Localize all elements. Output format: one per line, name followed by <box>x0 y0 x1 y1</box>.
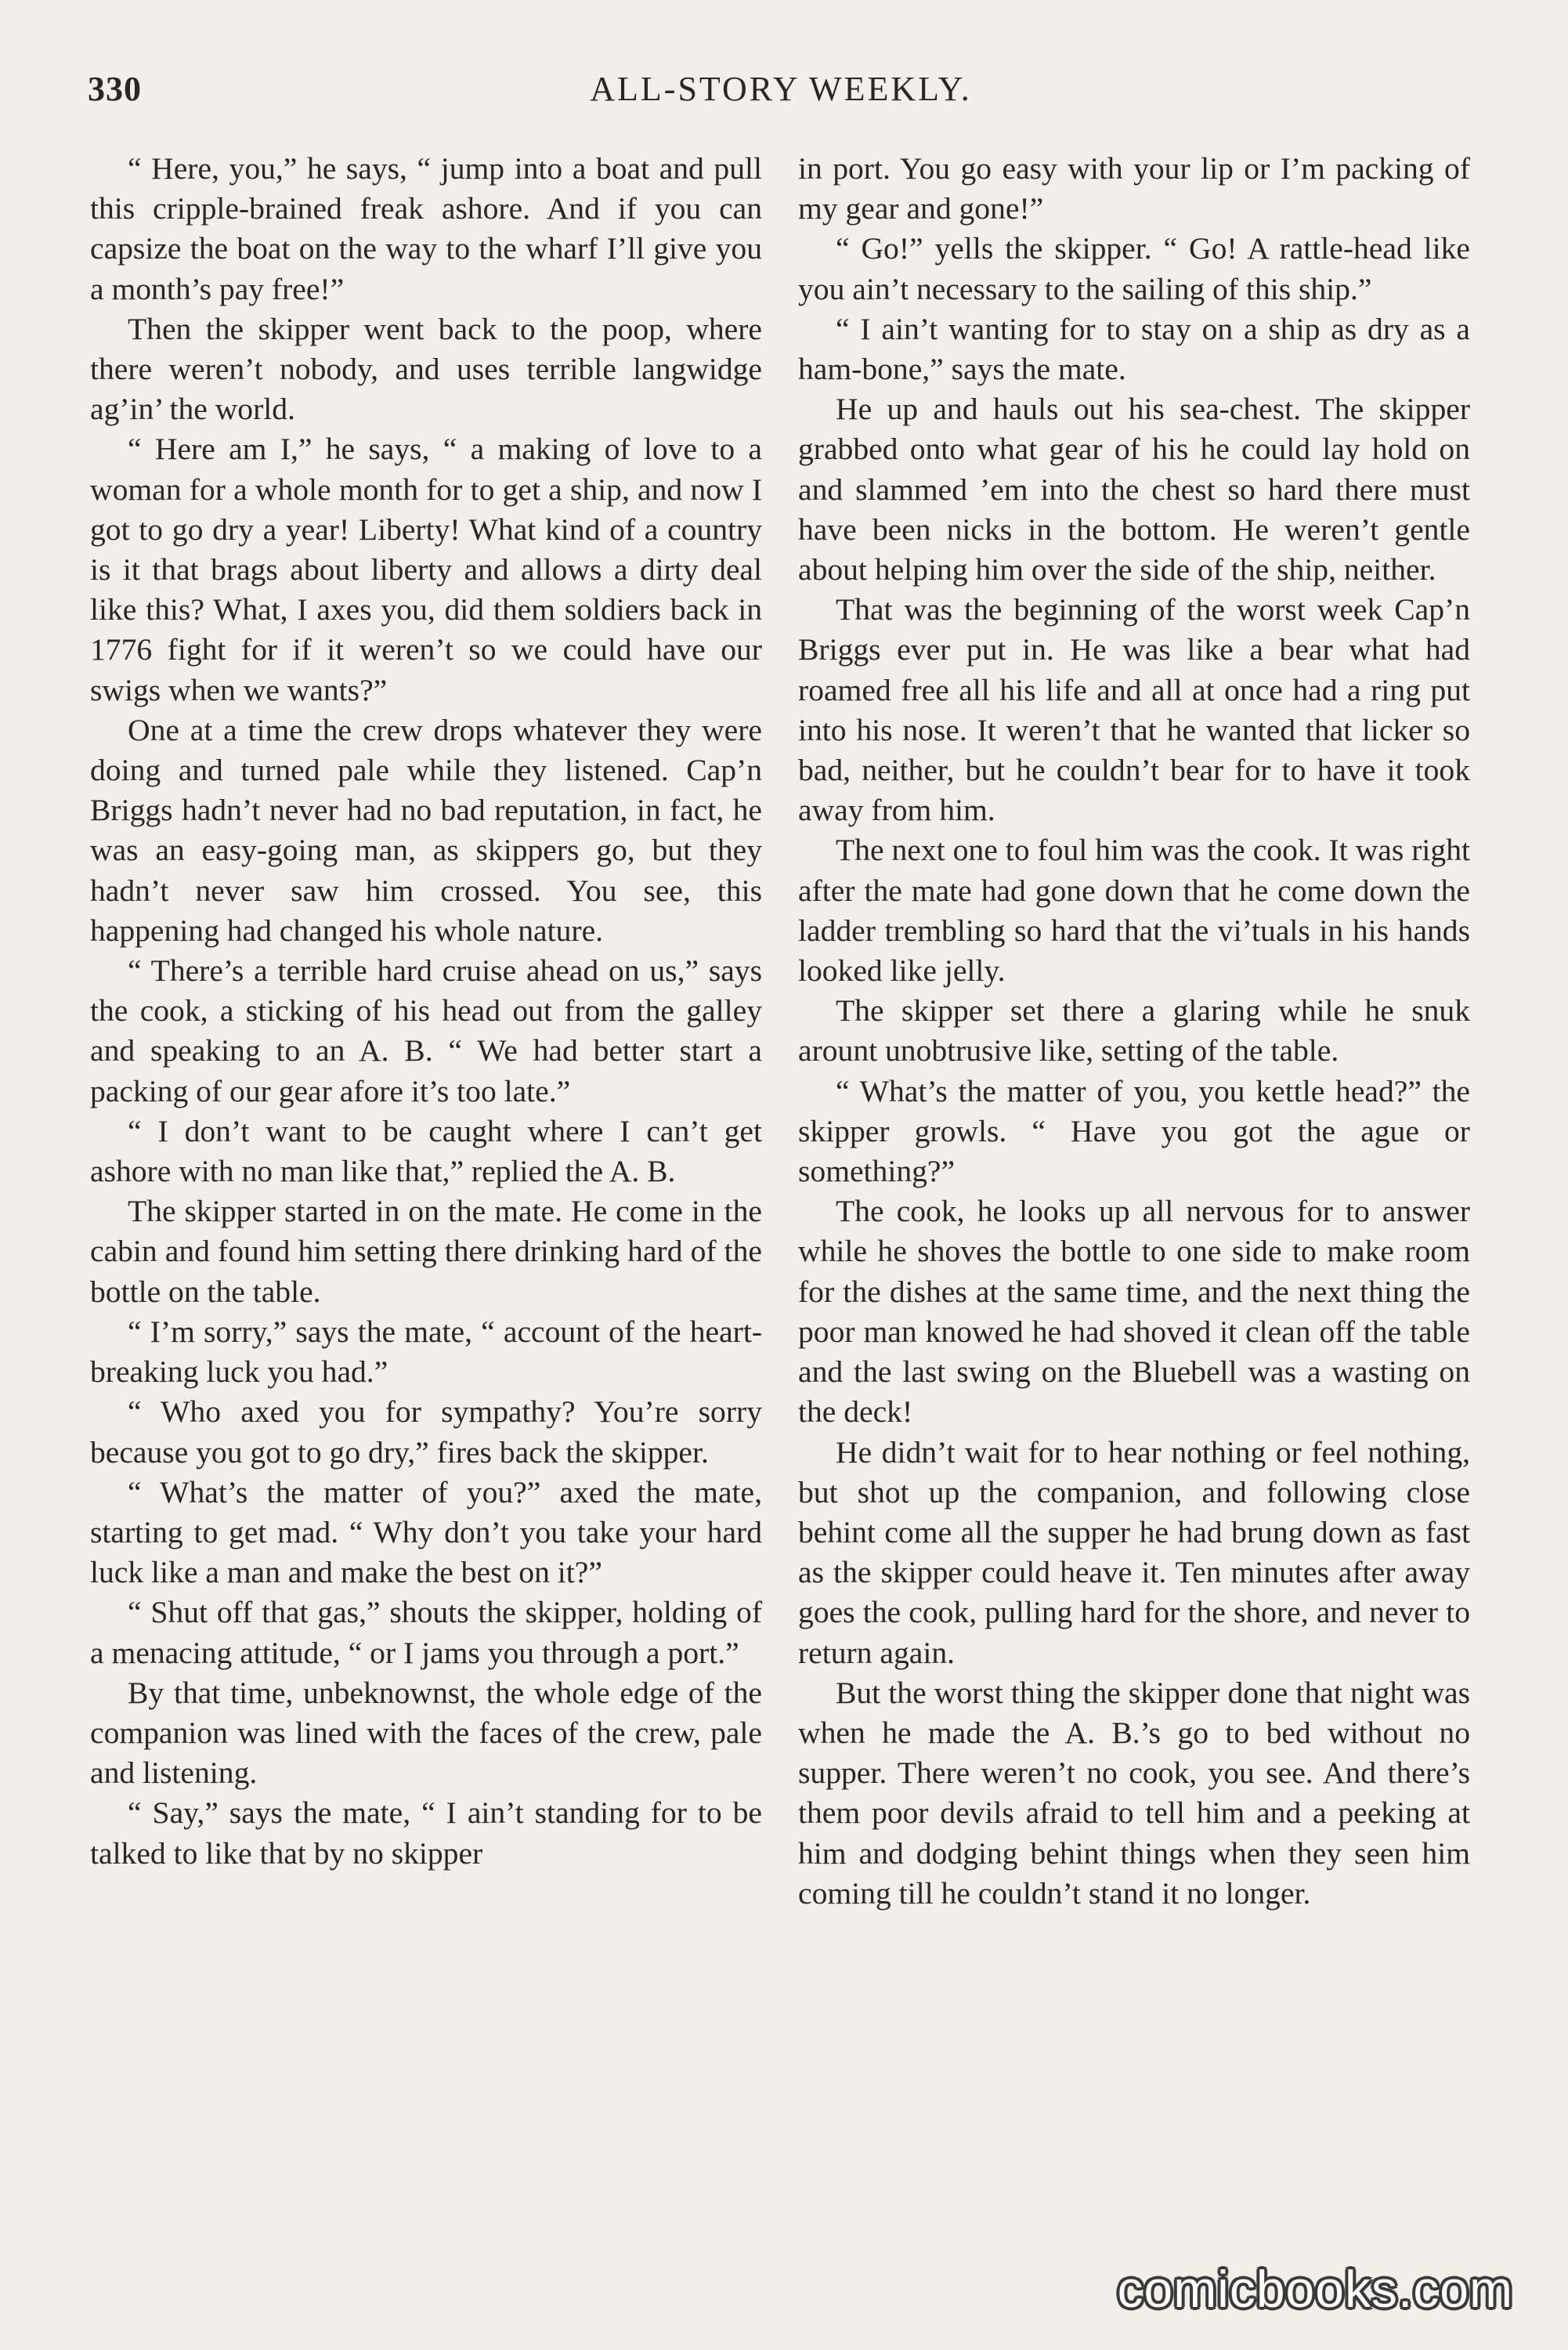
paragraph: “ Go!” yells the skipper. “ Go! A rattle-head like you ain’t necessary to the sailing of this ship.” <box>798 231 1470 306</box>
watermark-logo: comicbooks.com <box>1117 2260 1513 2318</box>
paragraph: “ Here, you,” he says, “ jump into a boat and pull this cripple-brained freak ashore. And if you can capsize the boat on the way to the wharf I’ll give you a month’s pay free!” <box>90 151 762 306</box>
paragraph: One at a time the crew drops whatever they were doing and turned pale while they listened. Cap’n Briggs hadn’t never had no bad reputation, in fact, he was an easy-going man, as skippers go, but they hadn’t never saw him crossed. You see, this happening had changed his whole nature. <box>90 712 762 948</box>
right-text-column <box>798 149 1470 1914</box>
paragraph: “ Here am I,” he says, “ a making of love to a woman for a whole month for to get a ship, and now I got to go dry a year! Liberty! What kind of a country is it that brags about liberty and allows a dirty deal like this? What, I axes you, did them soldiers back in 1776 fight for if it weren’t so we could have our swigs when we wants?” <box>90 432 762 707</box>
paragraph: Then the skipper went back to the poop, where there weren’t nobody, and uses terrible langwidge ag’in’ the world. <box>90 311 762 427</box>
left-text-column <box>90 149 762 1874</box>
paragraph: “ I don’t want to be caught where I can’t get ashore with no man like that,” replied the A. B. <box>90 1113 762 1189</box>
paragraph: He up and hauls out his sea-chest. The skipper grabbed onto what gear of his he could lay hold on and slammed ’em into the chest so hard there must have been nicks in the bottom. He weren’t gentle about helping him over the side of the ship, neither. <box>798 392 1470 588</box>
page-number: 330 <box>88 70 142 108</box>
paragraph-continued: in port. You go easy with your lip or I’m packing of my gear and gone!” <box>798 151 1470 226</box>
magazine-title: ALL-STORY WEEKLY. <box>590 70 972 108</box>
paragraph: But the worst thing the skipper done that night was when he made the A. B.’s go to bed without no supper. There weren’t no cook, you see. And there’s them poor devils afraid to tell him and a peeking at him and dodging behint things when they seen him coming till he couldn’t stand it no longer. <box>798 1675 1470 1911</box>
paragraph: The skipper set there a glaring while he snuk arount unobtrusive like, setting of the table. <box>798 993 1470 1068</box>
paragraph: “ What’s the matter of you?” axed the mate, starting to get mad. “ Why don’t you take your hard luck like a man and make the best on it?” <box>90 1474 762 1590</box>
paragraph: He didn’t wait for to hear nothing or feel nothing, but shot up the companion, and following close behint come all the supper he had brung down as fast as the skipper could heave it. Ten minutes after away goes the cook, pulling hard for the shore, and never to return again. <box>798 1434 1470 1670</box>
page-header <box>88 69 1474 124</box>
paragraph: “ Shut off that gas,” shouts the skipper, holding of a menacing attitude, “ or I jams you through a port.” <box>90 1595 762 1670</box>
paragraph: “ Who axed you for sympathy? You’re sorry because you got to go dry,” fires back the skipper. <box>90 1394 762 1470</box>
paragraph: The cook, he looks up all nervous for to answer while he shoves the bottle to one side to make room for the dishes at the same time, and the next thing the poor man knowed he had shoved it clean off the table and the last swing on the Bluebell was a wasting on the deck! <box>798 1194 1470 1430</box>
paragraph: By that time, unbeknownst, the whole edge of the companion was lined with the faces of the crew, pale and listening. <box>90 1675 762 1791</box>
paragraph: “ What’s the matter of you, you kettle head?” the skipper growls. “ Have you got the ague or something?” <box>798 1073 1470 1189</box>
paragraph: “ I ain’t wanting for to stay on a ship as dry as a ham-bone,” says the mate. <box>798 311 1470 387</box>
paragraph: “ There’s a terrible hard cruise ahead on us,” says the cook, a sticking of his head out from the galley and speaking to an A. B. “ We had better start a packing of our gear afore it’s too late.” <box>90 953 762 1108</box>
paragraph: The next one to foul him was the cook. It was right after the mate had gone down that he come down the ladder trembling so hard that the vi’tuals in his hands looked like jelly. <box>798 833 1470 989</box>
paragraph: “ I’m sorry,” says the mate, “ account of the heart-breaking luck you had.” <box>90 1314 762 1390</box>
paragraph: That was the beginning of the worst week Cap’n Briggs ever put in. He was like a bear what had roamed free all his life and all at once had a ring put into his nose. It weren’t that he wanted that licker so bad, neither, but he couldn’t bear for to have it took away from him. <box>798 592 1470 828</box>
paragraph: The skipper started in on the mate. He come in the cabin and found him setting there drinking hard of the bottle on the table. <box>90 1194 762 1309</box>
paragraph: “ Say,” says the mate, “ I ain’t standing for to be talked to like that by no skipper <box>90 1795 762 1871</box>
